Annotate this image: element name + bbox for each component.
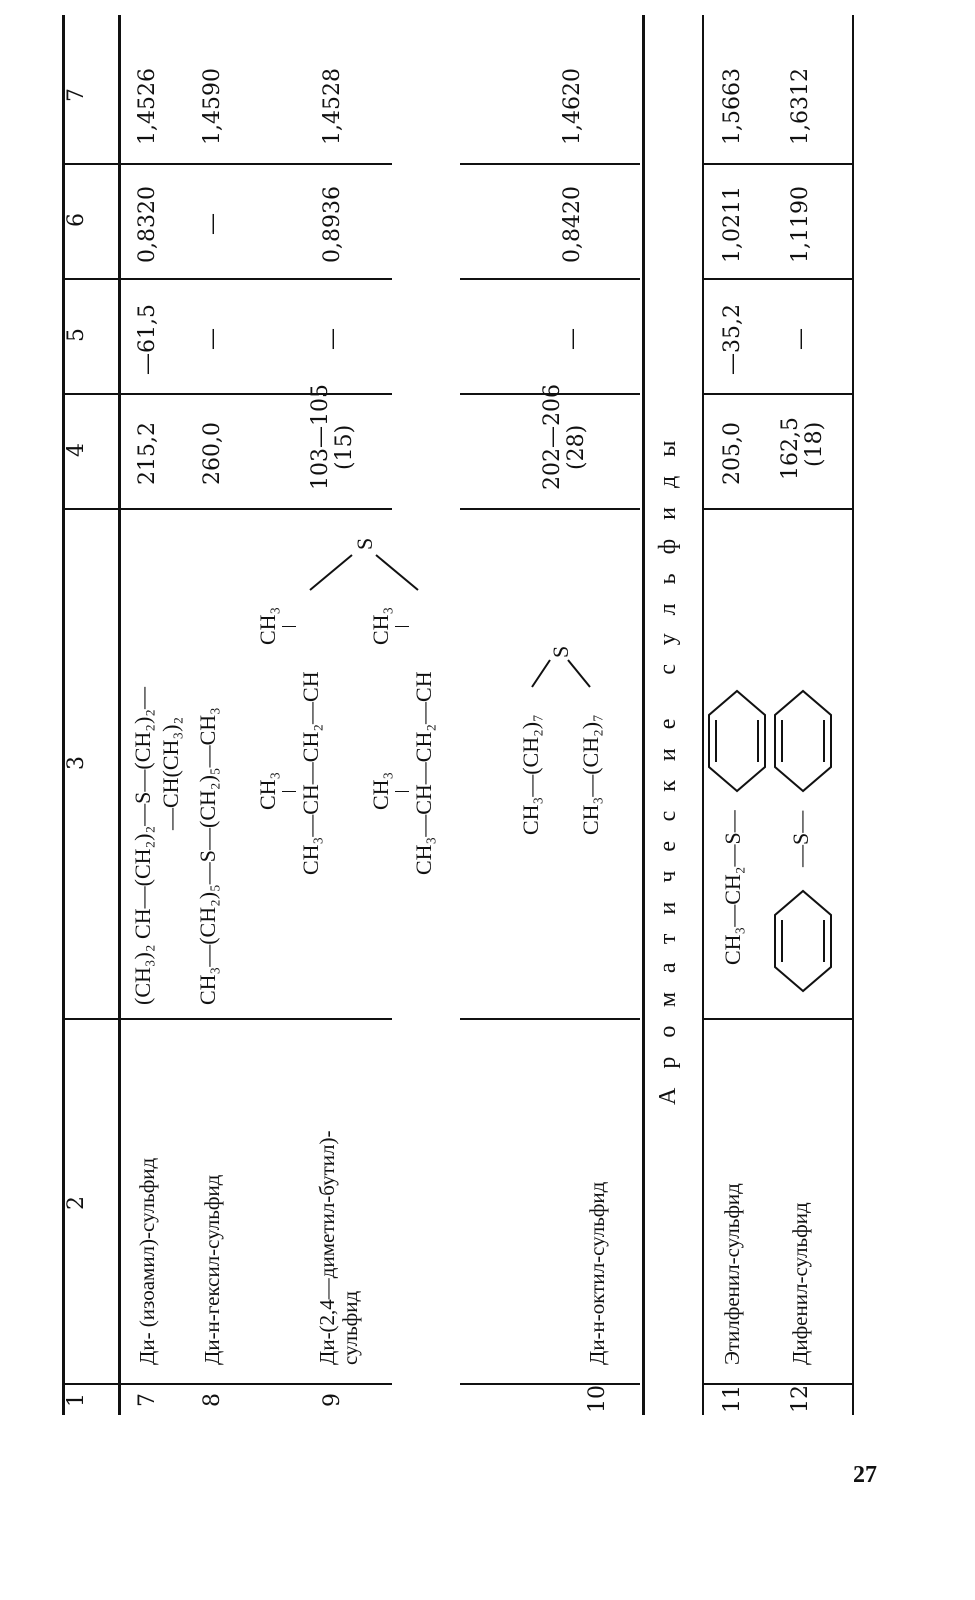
section-heading: Ароматические сульфиды — [655, 421, 681, 1105]
col-sep-1-2-lower — [460, 1383, 640, 1385]
col-sep-3-4-lower — [460, 508, 640, 510]
boiling-point: 162,5 — [778, 417, 803, 480]
rotated-table-page — [30, 0, 930, 1435]
ch3-branch: CH₃ — [368, 771, 393, 810]
header-bottom-rule — [118, 15, 121, 1415]
row-number: 11 — [720, 1385, 745, 1413]
section-top-rule — [642, 15, 645, 1415]
page-number: 27 — [853, 1462, 877, 1488]
bond-line — [376, 555, 418, 590]
ch3-branch: CH₃ — [368, 606, 393, 645]
structural-formula: —S— — [788, 810, 813, 867]
column-header-5: 5 — [64, 328, 89, 342]
structural-formula: CH₃—(CH₂)₇ — [578, 714, 603, 835]
benzene-ring-icon — [706, 685, 768, 795]
density: 1,0211 — [720, 186, 745, 263]
structural-formula: CH₃—CH—CH₂—CH — [411, 671, 436, 875]
density: 0,8936 — [320, 186, 345, 263]
boiling-pressure: (28) — [564, 424, 589, 470]
table-bottom-rule — [852, 15, 854, 1415]
boiling-point: 103—105 — [308, 384, 333, 490]
col-sep-5-6 — [62, 278, 392, 280]
boiling-point: 260,0 — [200, 422, 225, 485]
bond-line — [395, 791, 409, 792]
col-sep-2-3-arom — [704, 1018, 854, 1020]
structural-formula: CH₃—(CH₂)₇ — [518, 714, 543, 835]
column-header-6: 6 — [64, 213, 89, 227]
compound-name-cont: сульфид — [338, 1290, 362, 1365]
compound-name: Ди-н-октил-сульфид — [585, 1181, 609, 1365]
ch3-branch: CH₃ — [255, 771, 280, 810]
sulfide-bridge — [290, 505, 430, 595]
col-sep-4-5-arom — [704, 393, 854, 395]
row-number: 12 — [788, 1385, 813, 1413]
section-bottom-rule — [702, 15, 704, 1415]
melting-point: —35,2 — [720, 304, 745, 375]
benzene-ring-icon — [772, 885, 834, 995]
density: — — [200, 213, 225, 235]
boiling-point: 215,2 — [135, 422, 160, 485]
col-sep-6-7-arom — [704, 163, 854, 165]
column-header-7: 7 — [64, 88, 89, 102]
bond-line — [282, 626, 296, 627]
compound-name: Ди-(2,4—диметил-бутил)- — [315, 1130, 339, 1365]
refractive-index: 1,5663 — [720, 68, 745, 145]
refractive-index: 1,4528 — [320, 68, 345, 145]
bond-line — [310, 555, 352, 590]
col-sep-3-4-arom — [704, 508, 854, 510]
sulfur-atom: S — [548, 645, 573, 658]
bond-line — [532, 660, 550, 687]
col-sep-2-3 — [62, 1018, 392, 1020]
col-sep-6-7-lower — [460, 163, 640, 165]
boiling-point: 205,0 — [720, 422, 745, 485]
col-sep-6-7 — [62, 163, 392, 165]
column-header-2: 2 — [64, 1196, 89, 1210]
melting-point: — — [320, 328, 345, 350]
bond-line — [282, 791, 296, 792]
benzene-ring-icon — [772, 685, 834, 795]
row-number: 9 — [320, 1393, 345, 1407]
row-number: 10 — [585, 1385, 610, 1413]
boiling-point: 202—206 — [540, 384, 565, 490]
structural-formula: CH₃—CH—CH₂—CH — [298, 671, 323, 875]
compound-name: Этилфенил-сульфид — [720, 1183, 744, 1365]
refractive-index: 1,4590 — [200, 68, 225, 145]
boiling-pressure: (15) — [332, 424, 357, 470]
structural-formula-cont: —CH(CH₃)₂ — [158, 716, 183, 830]
sulfur-atom: S — [352, 537, 377, 550]
column-header-4: 4 — [64, 443, 89, 457]
refractive-index: 1,4620 — [560, 68, 585, 145]
compound-name: Ди- (изоамил)-сульфид — [135, 1157, 159, 1365]
sulfide-bridge — [510, 620, 610, 690]
refractive-index: 1,4526 — [135, 68, 160, 145]
column-header-3: 3 — [64, 756, 89, 770]
ch3-branch: CH₃ — [255, 606, 280, 645]
refractive-index: 1,6312 — [788, 68, 813, 145]
row-number: 7 — [135, 1393, 160, 1407]
col-sep-5-6-arom — [704, 278, 854, 280]
structural-formula: CH₃—CH₂—S— — [720, 810, 745, 965]
bond-line — [568, 660, 590, 687]
density: 1,1190 — [788, 186, 813, 263]
col-sep-2-3-lower — [460, 1018, 640, 1020]
melting-point: — — [200, 328, 225, 350]
structural-formula: CH₃—(CH₂)₅—S—(CH₂)₅—CH₃ — [195, 707, 220, 1005]
col-sep-4-5 — [62, 393, 392, 395]
melting-point: — — [788, 328, 813, 350]
density: 0,8320 — [135, 186, 160, 263]
density: 0,8420 — [560, 186, 585, 263]
boiling-pressure: (18) — [802, 421, 827, 467]
col-sep-5-6-lower — [460, 278, 640, 280]
col-sep-1-2 — [62, 1383, 392, 1385]
compound-name: Дифенил-сульфид — [788, 1202, 812, 1365]
melting-point: — — [560, 328, 585, 350]
compound-name: Ди-н-гексил-сульфид — [200, 1174, 224, 1365]
bond-line — [395, 626, 409, 627]
row-number: 8 — [200, 1393, 225, 1407]
structural-formula: (CH₃)₂ CH—(CH₂)₂—S—(CH₂)₂— — [130, 687, 155, 1005]
column-header-1: 1 — [64, 1393, 89, 1407]
melting-point: —61,5 — [135, 304, 160, 375]
